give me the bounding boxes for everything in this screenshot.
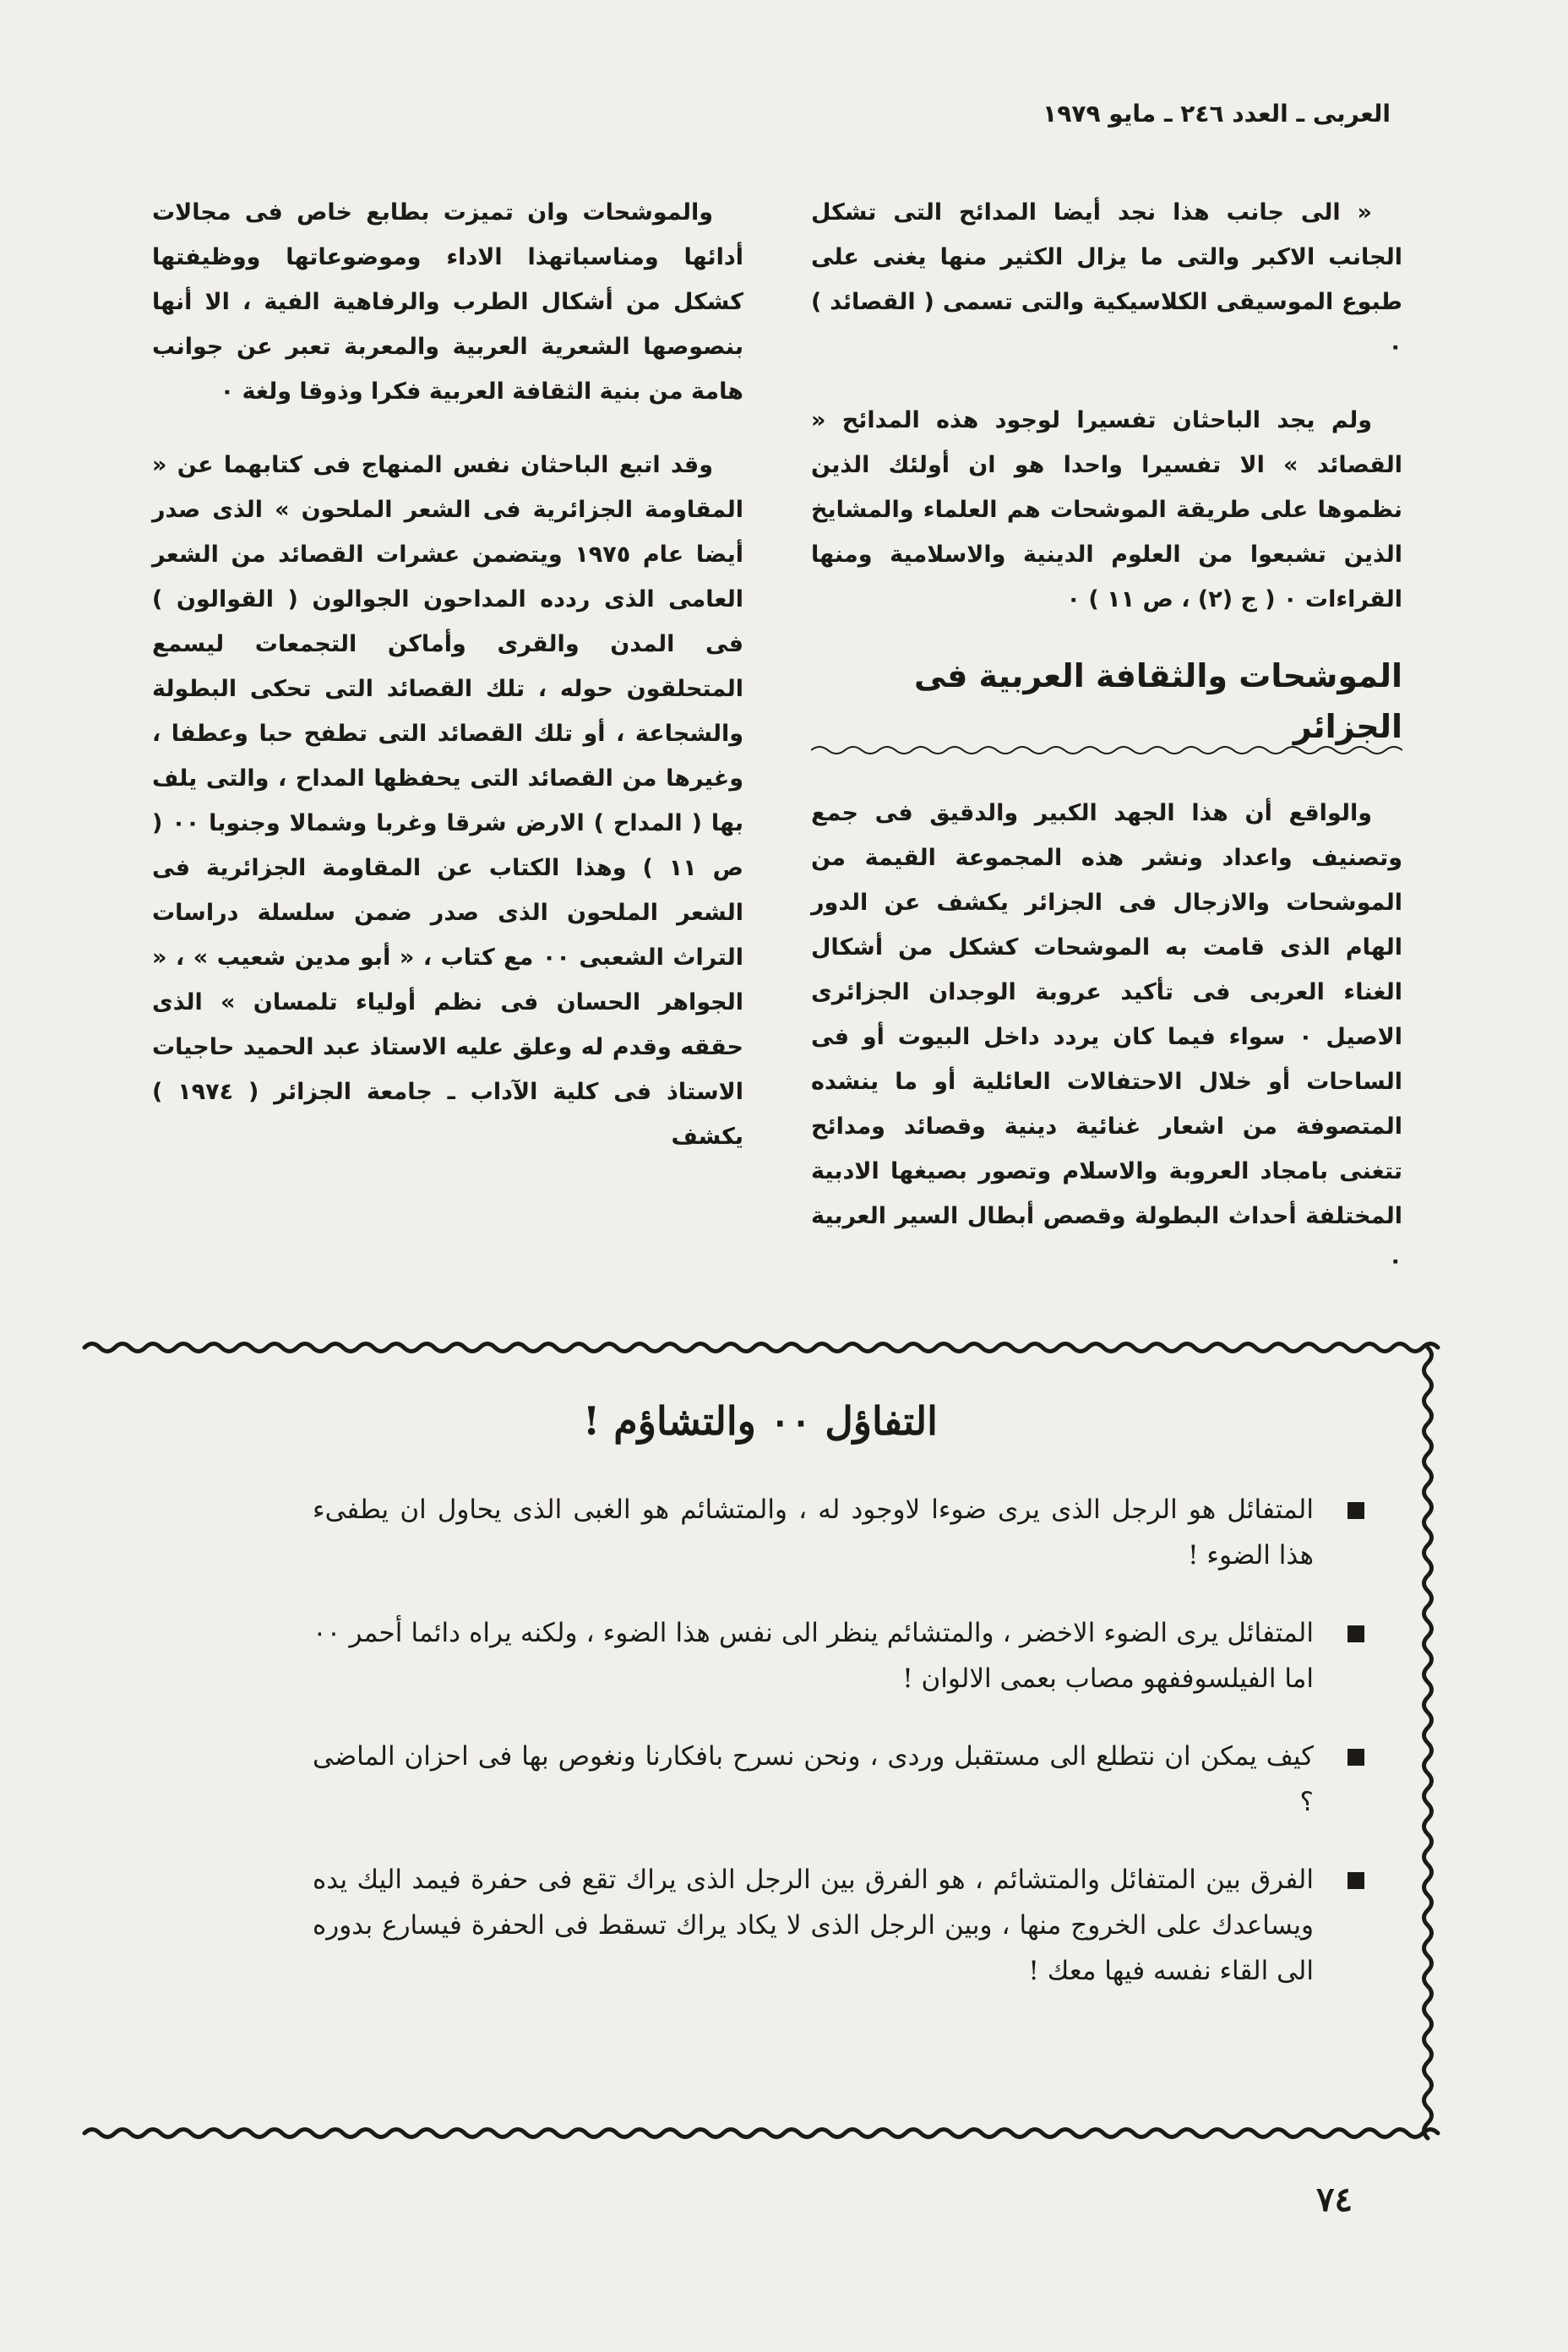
square-bullet-icon	[1348, 1625, 1364, 1642]
list-item-text: المتفائل يرى الضوء الاخضر ، والمتشائم ينظر الى نفس هذا الضوء ، ولكنه يراه دائما أحمر ٠٠ اما الفيلسوففهو مصاب بعمى الالوان !	[313, 1618, 1314, 1694]
square-bullet-icon	[1348, 1502, 1364, 1519]
box-list	[313, 1487, 1314, 2026]
left-column	[152, 190, 743, 1188]
square-bullet-icon	[1348, 1749, 1364, 1766]
paragraph: والموشحات وان تميزت بطابع خاص فى مجالات أدائها ومناسباتهذا الاداء وموضوعاتها ووظيفتها كشكل من أشكال الطرب والرفاهية الفية ، الا أنها بنصوصها الشعرية العربية والمعربة تعبر عن جوانب هامة من بنية الثقافة العربية فكرا وذوقا ولغة ٠	[152, 199, 743, 405]
list-item-text: الفرق بين المتفائل والمتشائم ، هو الفرق بين الرجل الذى يراك تقع فى حفرة فيمد اليك يده ويساعدك على الخروج منها ، وبين الرجل الذى لا يكاد يراك تسقط فى الحفرة فيسارع بدوره الى القاء نفسه فيها معك !	[313, 1865, 1314, 1986]
list-item	[313, 1734, 1314, 1825]
list-item	[313, 1610, 1314, 1701]
paragraph: « الى جانب هذا نجد أيضا المدائح التى تشكل الجانب الاكبر والتى ما يزال الكثير منها يغنى على طبوع الموسيقى الكلاسيكية والتى تسمى ( القصائد ) ٠	[811, 199, 1402, 360]
box-title: التفاؤل ٠٠ والتشاؤم !	[583, 1398, 938, 1444]
list-item	[313, 1857, 1314, 1994]
wavy-underline	[811, 743, 1402, 757]
list-item	[313, 1487, 1314, 1578]
paragraph: ولم يجد الباحثان تفسيرا لوجود هذه المدائح « القصائد » الا تفسيرا واحدا هو ان أولئك الذين نظموها على طريقة الموشحات هم العلماء والمشايخ الذين تشبعوا من العلوم الدينية والاسلامية ومنها القراءات ٠ ( ج (٢) ، ص ١١ ) ٠	[811, 407, 1402, 612]
page-number: ٧٤	[1316, 2180, 1353, 2219]
sidebar-box	[76, 1331, 1445, 2150]
list-item-text: كيف يمكن ان نتطلع الى مستقبل وردى ، ونحن نسرح بافكارنا ونغوص بها فى احزان الماضى ؟	[313, 1741, 1314, 1817]
article-columns	[152, 190, 1402, 1297]
square-bullet-icon	[1348, 1872, 1364, 1889]
paragraph: وقد اتبع الباحثان نفس المنهاج فى كتابهما عن « المقاومة الجزائرية فى الشعر الملحون » الذى صدر أيضا عام ١٩٧٥ ويتضمن عشرات القصائد من الشعر العامى الذى ردده المداحون الجوالون ( القوالون ) فى المدن والقرى وأماكن التجمعات ليسمع المتحلقون حوله ، تلك القصائد التى تحكى البطولة والشجاعة ، أو تلك القصائد التى تطفح حبا وعطفا ، وغيرها من القصائد التى يحفظها المداح ، والتى يلف بها ( المداح ) الارض شرقا وغربا وشمالا وجنوبا ٠٠ ( ص ١١ ) وهذا الكتاب عن المقاومة الجزائرية فى الشعر الملحون الذى صدر ضمن سلسلة دراسات التراث الشعبى ٠٠ مع كتاب ، « أبو مدين شعيب » ، « الجواهر الحسان فى نظم أولياء تلمسان » الذى حققه وقدم له وعلق عليه الاستاذ عبد الحميد حاجيات الاستاذ فى كلية الآداب ـ جامعة الجزائر ( ١٩٧٤ ) يكشف	[152, 452, 743, 1150]
running-head: العربى ـ العدد ٢٤٦ ـ مايو ١٩٧٩	[1043, 100, 1391, 128]
right-column	[811, 190, 1402, 1312]
list-item-text: المتفائل هو الرجل الذى يرى ضوءا لاوجود له ، والمتشائم هو الغبى الذى يحاول ان يطفىء هذا الضوء !	[313, 1494, 1314, 1571]
paragraph: والواقع أن هذا الجهد الكبير والدقيق فى جمع وتصنيف واعداد ونشر هذه المجموعة القيمة من الموشحات والازجال فى الجزائر يكشف عن الدور الهام الذى قامت به الموشحات كشكل من أشكال الغناء العربى فى تأكيد عروبة الوجدان الجزائرى الاصيل ٠ سواء فيما كان يردد داخل البيوت أو فى الساحات أو خلال الاحتفالات العائلية أو ما ينشده المتصوفة من اشعار غنائية دينية وقصائد ومدائح تتغنى بامجاد العروبة والاسلام وتصور بصيغها الادبية المختلفة أحداث البطولة وقصص أبطال السير العربية ٠	[811, 800, 1402, 1274]
section-title-text: الموشحات والثقافة العربية فى الجزائر	[914, 657, 1402, 745]
section-title	[811, 651, 1402, 769]
